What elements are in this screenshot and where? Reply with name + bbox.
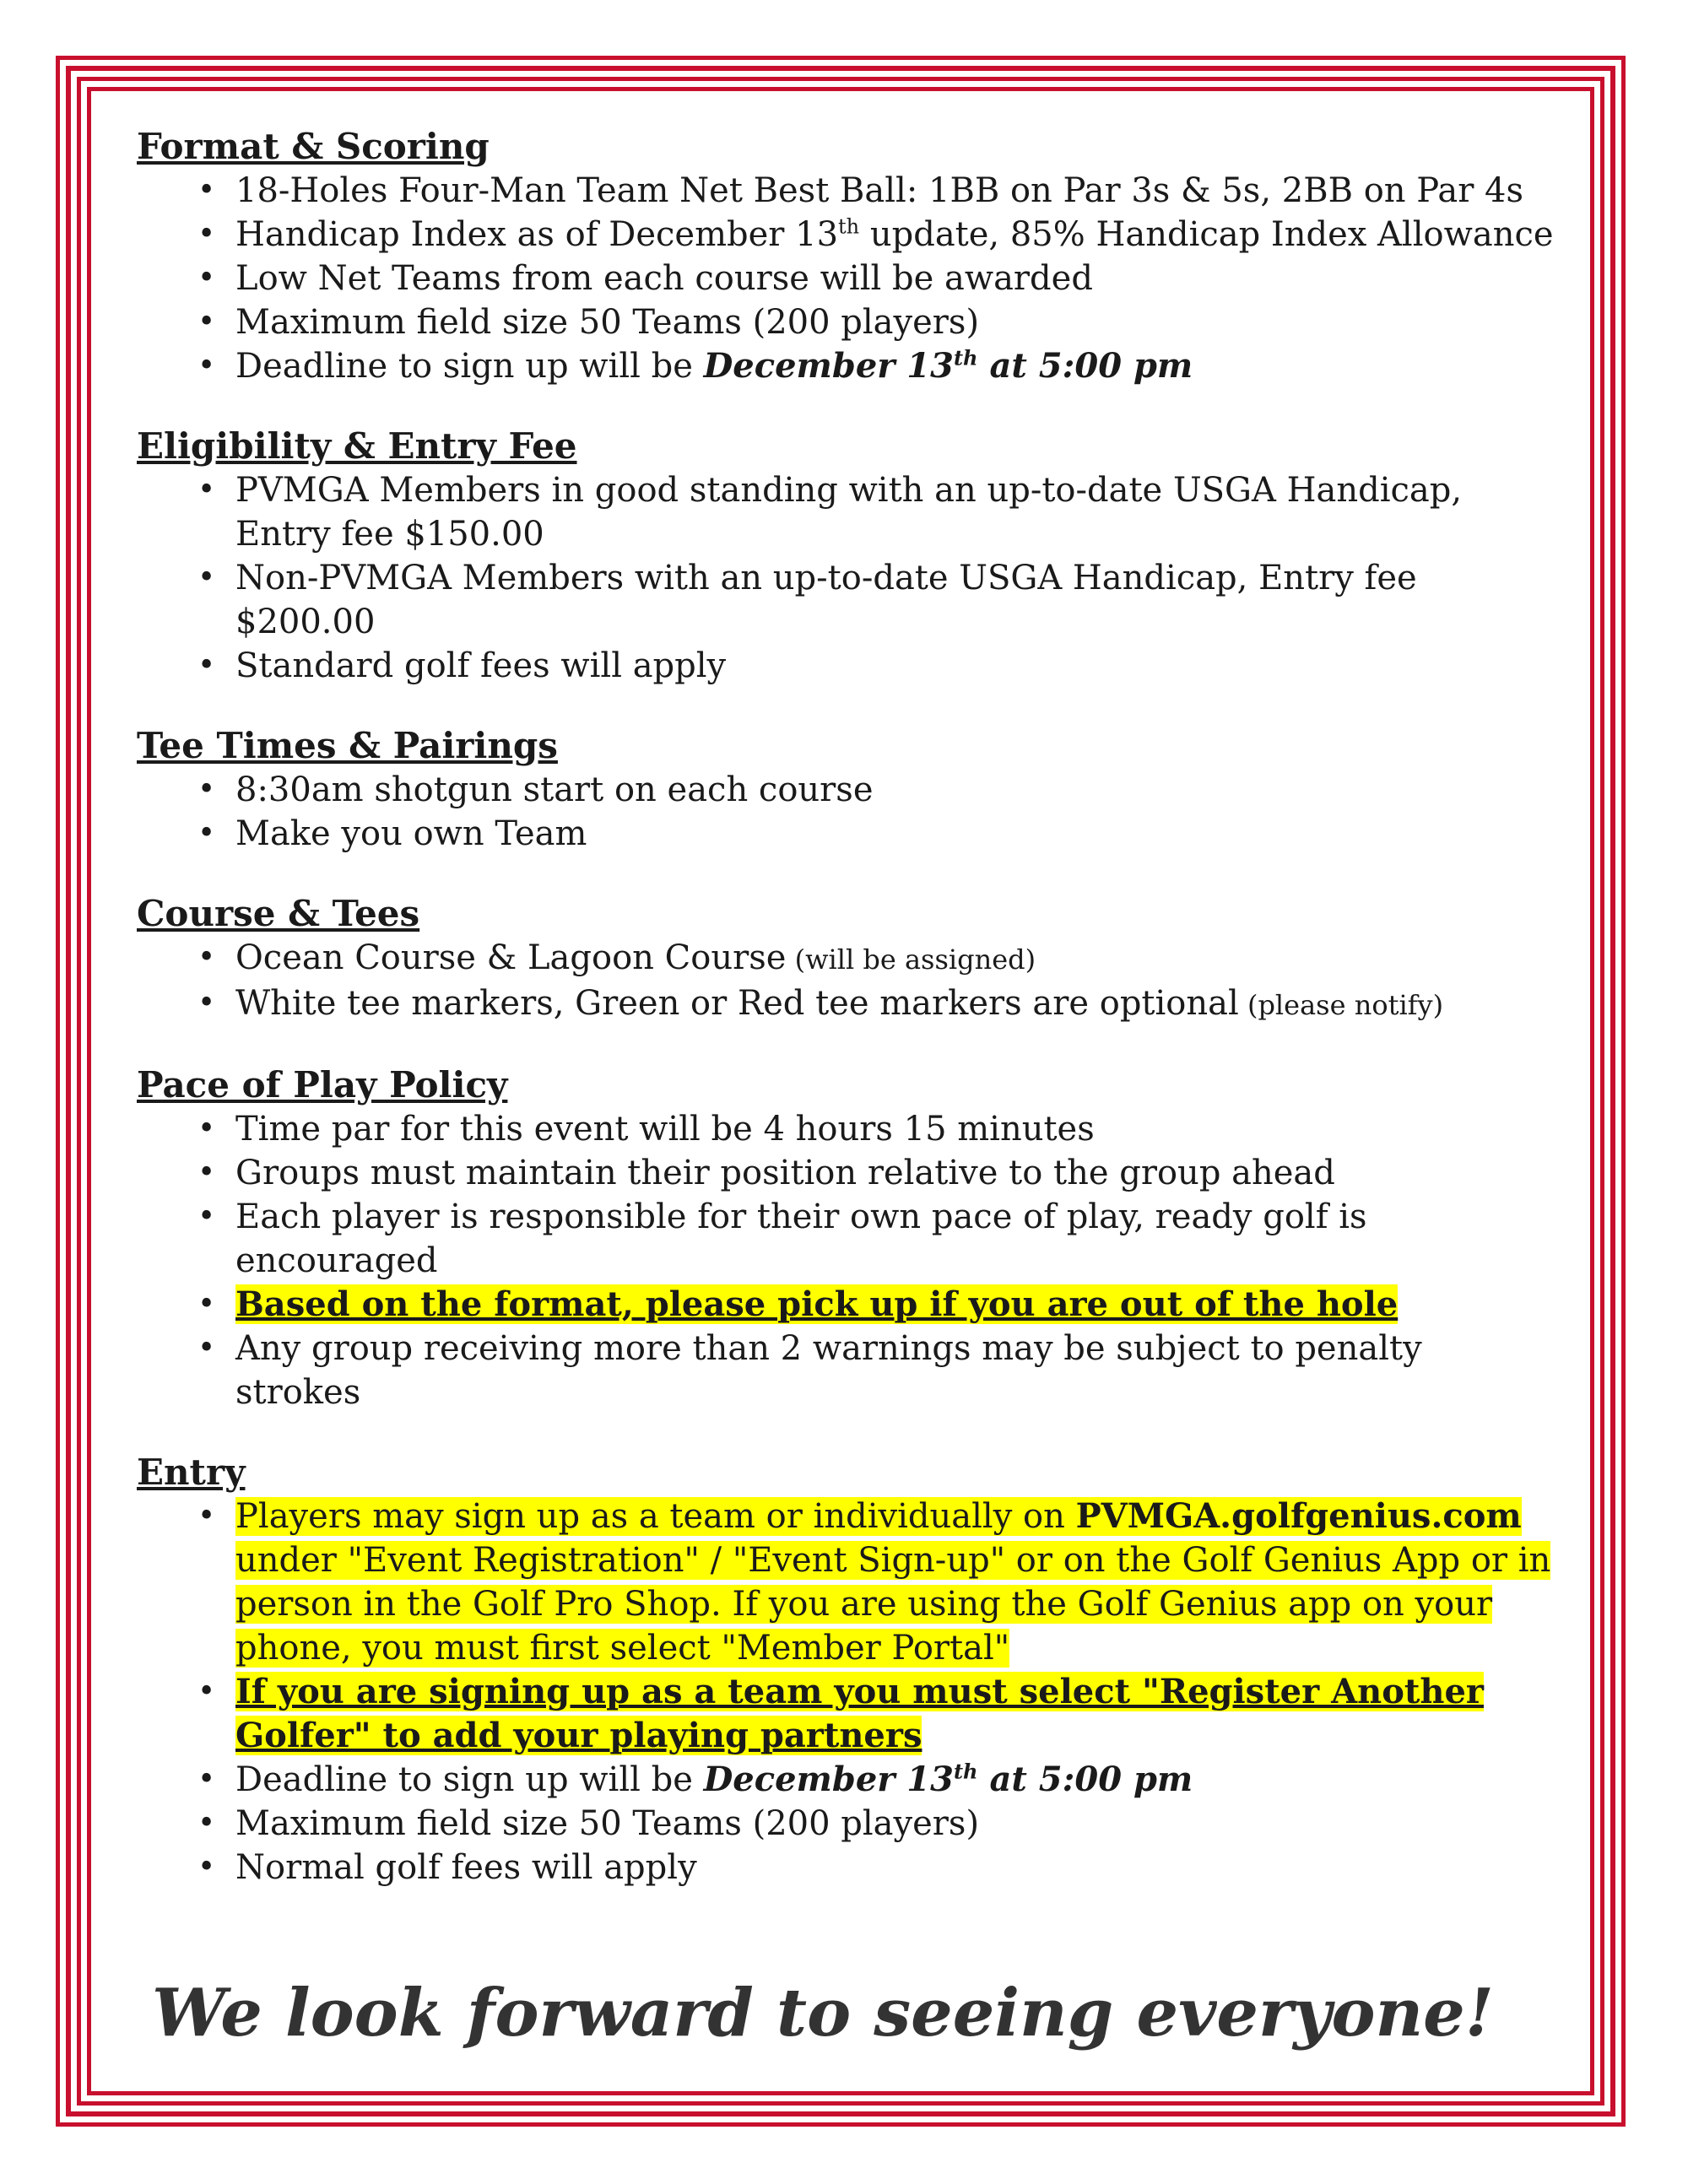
list-item-highlighted: • Based on the format, please pick up if you are out of the hole [137,1283,1555,1327]
bullet-list [137,169,1555,388]
list-item: • Maximum field size 50 Teams (200 players) [137,300,1555,344]
list-item: • Normal golf fees will apply [137,1846,1555,1889]
list-item: • Each player is responsible for their own pace of play, ready golf is encouraged [137,1195,1555,1283]
closing-message: We look forward to seeing everyone! [152,1975,1495,2052]
list-item: • 8:30am shotgun start on each course [137,768,1555,812]
list-item: • Maximum field size 50 Teams (200 players) [137,1802,1555,1846]
section-pace-of-play [137,1063,1555,1414]
section-heading: Eligibility & Entry Fee [137,425,577,467]
section-heading: Entry [137,1451,246,1493]
bullet-list [137,1107,1555,1414]
section-heading: Pace of Play Policy [137,1064,508,1106]
list-item: • 18-Holes Four-Man Team Net Best Ball: 1BB on Par 3s & 5s, 2BB on Par 4s [137,169,1555,213]
section-tee-times [137,724,1555,856]
list-item-highlighted: • Players may sign up as a team or individually on PVMGA.golfgenius.com under "Event Registration" / "Event Sign-up" or on the Golf Genius App or in person in the Golf Pro Shop. If you are using the Golf Genius app on your phone, you must first select "Member Portal" [137,1495,1555,1670]
bullet-list [137,468,1555,688]
bullet-list [137,768,1555,856]
bullet-list [137,936,1555,1027]
list-item: • Standard golf fees will apply [137,644,1555,688]
section-entry [137,1451,1555,1889]
section-format-scoring [137,125,1555,388]
section-heading: Format & Scoring [137,126,490,167]
website-link[interactable]: PVMGA.golfgenius.com [1075,1496,1522,1536]
list-item: • Handicap Index as of December 13th update, 85% Handicap Index Allowance [137,213,1555,257]
bullet-list [137,1495,1555,1889]
section-course-tees [137,892,1555,1027]
list-item: • PVMGA Members in good standing with an up-to-date USGA Handicap, Entry fee $150.00 [137,468,1555,556]
list-item: • White tee markers, Green or Red tee markers are optional (please notify) [137,981,1555,1027]
list-item: • Any group receiving more than 2 warnings may be subject to penalty strokes [137,1327,1555,1414]
list-item: • Groups must maintain their position relative to the group ahead [137,1151,1555,1195]
list-item: • Time par for this event will be 4 hours 15 minutes [137,1107,1555,1151]
list-item-highlighted: • If you are signing up as a team you must select "Register Another Golfer" to add your playing partners [137,1670,1555,1758]
document-body [137,125,1555,1926]
list-item: • Deadline to sign up will be December 13th at 5:00 pm [137,1758,1555,1802]
section-heading: Course & Tees [137,893,420,934]
section-heading: Tee Times & Pairings [137,725,558,766]
list-item: • Make you own Team [137,812,1555,856]
section-eligibility [137,424,1555,688]
list-item: • Deadline to sign up will be December 13th at 5:00 pm [137,344,1555,388]
list-item: • Low Net Teams from each course will be awarded [137,257,1555,300]
list-item: • Ocean Course & Lagoon Course (will be assigned) [137,936,1555,981]
list-item: • Non-PVMGA Members with an up-to-date USGA Handicap, Entry fee $200.00 [137,556,1555,644]
